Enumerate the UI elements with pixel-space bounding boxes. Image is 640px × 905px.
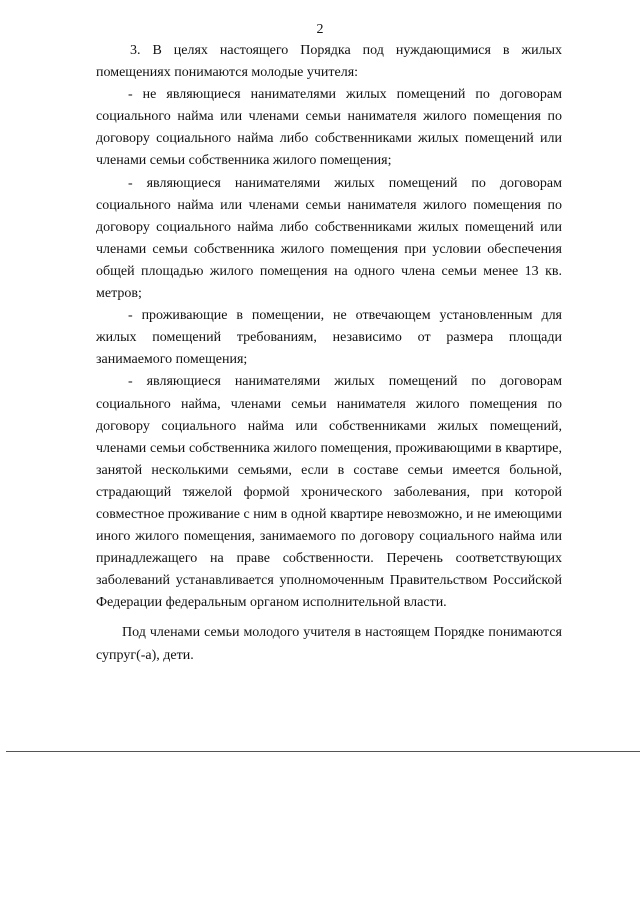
- page-number: 2: [316, 22, 324, 37]
- list-item-tenants-under-13-sqm: - являющиеся нанимателями жилых помещений по договорам социального найма или членами семьи нанимателя жилого помещения по договору социального найма либо собственниками жилых помещений или членами семьи собственника жилого помещения при условии обеспечения общей площадью жилого помещения на одного члена семьи менее 13 кв. метров;: [96, 175, 562, 302]
- list-item-substandard-housing: - проживающие в помещении, не отвечающем установленным для жилых помещений требованиям, независимо от размера площади занимаемого помещения;: [96, 308, 562, 368]
- list-item-non-tenants: - не являющиеся нанимателями жилых помещений по договорам социального найма или членами семьи нанимателя жилого помещения по договору социального найма либо собственниками жилых помещений или членами семьи собственника жилого помещения;: [96, 87, 562, 169]
- document-body: [96, 40, 562, 667]
- footer-divider: [6, 751, 640, 752]
- paragraph-clause-3-intro: 3. В целях настоящего Порядка под нуждающимися в жилых помещениях понимаются молодые учителя:: [96, 43, 562, 81]
- paragraph-family-members: Под членами семьи молодого учителя в настоящем Порядке понимаются супруг(-а), дети.: [96, 625, 562, 663]
- list-item-shared-apartment-illness: - являющиеся нанимателями жилых помещений по договорам социального найма, членами семьи нанимателя жилого помещения по договору социального найма или собственниками жилых помещений, членами семьи собственника жилого помещения, проживающими в квартире, занятой несколькими семьями, если в составе семьи имеется больной, страдающий тяжелой формой хронического заболевания, при которой совместное проживание с ним в одной квартире невозможно, и не имеющими иного жилого помещения, занимаемого по договору социального найма или принадлежащего на праве собственности. Перечень соответствующих заболеваний устанавливается уполномоченным Правительством Российской Федерации федеральным органом исполнительной власти.: [96, 374, 562, 611]
